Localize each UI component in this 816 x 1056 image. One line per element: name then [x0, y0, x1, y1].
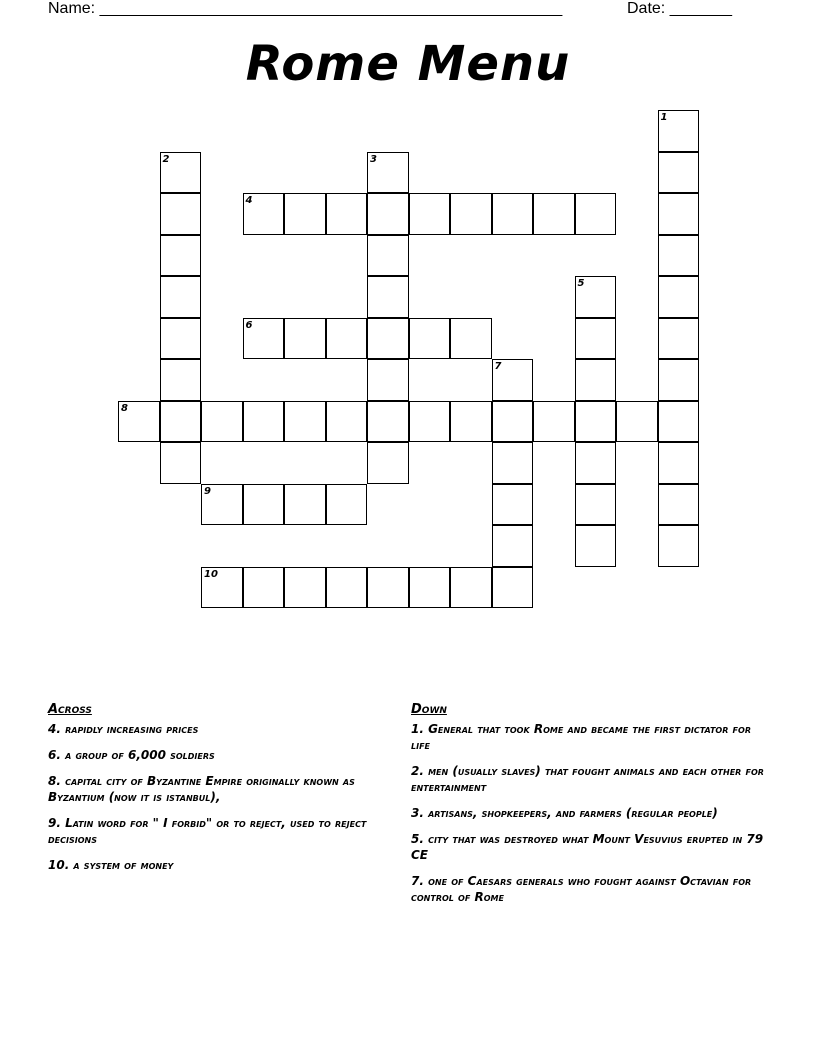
crossword-cell[interactable] [367, 442, 409, 484]
crossword-cell[interactable] [243, 484, 285, 526]
crossword-cell[interactable] [492, 401, 534, 443]
crossword-cell[interactable] [160, 276, 202, 318]
crossword-cell[interactable] [575, 442, 617, 484]
clue-number: 7 [494, 361, 502, 372]
crossword-cell[interactable] [326, 401, 368, 443]
crossword-cell[interactable] [160, 318, 202, 360]
crossword-cell[interactable] [160, 442, 202, 484]
crossword-cell[interactable] [367, 401, 409, 443]
clue-number: 1 [660, 112, 668, 123]
across-clue: 9. Latin word for " I forbid" or to reject, used to reject decisions [48, 816, 367, 846]
clue-number: 10 [204, 568, 218, 580]
crossword-cell[interactable] [616, 401, 658, 443]
down-clue: 3. artisans, shopkeepers, and farmers (regular people) [411, 806, 718, 820]
crossword-cell[interactable] [533, 193, 575, 235]
clue-number: 4 [245, 195, 253, 206]
crossword-cell[interactable] [575, 359, 617, 401]
crossword-cell[interactable] [284, 318, 326, 360]
crossword-cell[interactable] [326, 318, 368, 360]
crossword-cell[interactable] [658, 193, 700, 235]
crossword-cell[interactable] [284, 193, 326, 235]
crossword-cell[interactable] [326, 567, 368, 609]
crossword-cell[interactable] [284, 484, 326, 526]
crossword-cell[interactable] [367, 276, 409, 318]
down-clue: 1. General that took Rome and became the first dictator for life [411, 722, 751, 752]
clue-number: 5 [577, 278, 585, 289]
crossword-cell[interactable] [367, 193, 409, 235]
crossword-cell[interactable] [658, 152, 700, 194]
crossword-cell[interactable] [450, 193, 492, 235]
across-heading: Across [48, 702, 92, 717]
crossword-cell[interactable] [575, 525, 617, 567]
crossword-cell[interactable] [367, 567, 409, 609]
crossword-cell[interactable] [575, 401, 617, 443]
crossword-cell[interactable] [492, 484, 534, 526]
crossword-cell[interactable] [409, 401, 451, 443]
crossword-cell[interactable] [326, 193, 368, 235]
crossword-cell[interactable] [658, 318, 700, 360]
crossword-cell[interactable] [492, 525, 534, 567]
crossword-cell[interactable] [160, 401, 202, 443]
crossword-cell[interactable] [492, 567, 534, 609]
crossword-cell[interactable] [367, 318, 409, 360]
down-clue: 5. city that was destroyed what Mount Vesuvius erupted in 79 CE [411, 832, 764, 862]
clue-number: 9 [204, 485, 211, 497]
crossword-cell[interactable] [450, 318, 492, 360]
crossword-cell[interactable] [367, 235, 409, 277]
crossword-cell[interactable] [575, 318, 617, 360]
down-clues [411, 702, 771, 915]
clue-number: 2 [162, 153, 170, 165]
crossword-cell[interactable] [284, 567, 326, 609]
down-clue: 2. men (usually slaves) that fought animals and each other for entertainment [411, 764, 764, 794]
crossword-cell[interactable] [201, 401, 243, 443]
crossword-cell[interactable] [243, 401, 285, 443]
down-clue: 7. one of Caesars generals who fought against Octavian for control of Rome [411, 874, 752, 904]
crossword-cell[interactable] [367, 359, 409, 401]
across-clue: 10. a system of money [48, 858, 174, 872]
crossword-cell[interactable] [243, 567, 285, 609]
crossword-cell[interactable] [160, 193, 202, 235]
crossword-cell[interactable] [658, 235, 700, 277]
clue-number: 8 [121, 402, 128, 414]
clue-number: 6 [245, 319, 253, 331]
crossword-cell[interactable] [575, 484, 617, 526]
crossword-cell[interactable] [450, 401, 492, 443]
crossword-cell[interactable] [492, 442, 534, 484]
crossword-cell[interactable] [658, 484, 700, 526]
crossword-cell[interactable] [326, 484, 368, 526]
across-clue: 6. a group of 6,000 soldiers [48, 748, 215, 762]
across-clue: 4. rapidly increasing prices [48, 722, 199, 736]
across-clues [48, 702, 400, 883]
crossword-cell[interactable] [409, 193, 451, 235]
crossword-cell[interactable] [160, 235, 202, 277]
crossword-cell[interactable] [658, 401, 700, 443]
crossword-cell[interactable] [450, 567, 492, 609]
crossword-cell[interactable] [409, 567, 451, 609]
crossword-cell[interactable] [575, 193, 617, 235]
crossword-cell[interactable] [492, 193, 534, 235]
crossword-cell[interactable] [409, 318, 451, 360]
date-line: Date: _______ [627, 0, 732, 17]
crossword-cell[interactable] [284, 401, 326, 443]
across-clue: 8. capital city of Byzantine Empire originally known as Byzantium (now it is istanbul), [48, 774, 355, 804]
crossword-cell[interactable] [658, 276, 700, 318]
clue-number: 3 [370, 153, 377, 165]
page-title: Rome Menu [245, 36, 571, 92]
crossword-cell[interactable] [658, 525, 700, 567]
crossword-cell[interactable] [658, 442, 700, 484]
down-heading: Down [411, 702, 447, 717]
crossword-cell[interactable] [533, 401, 575, 443]
name-line: Name: ____________________________________________________ [48, 0, 563, 17]
crossword-cell[interactable] [658, 359, 700, 401]
crossword-cell[interactable] [160, 359, 202, 401]
